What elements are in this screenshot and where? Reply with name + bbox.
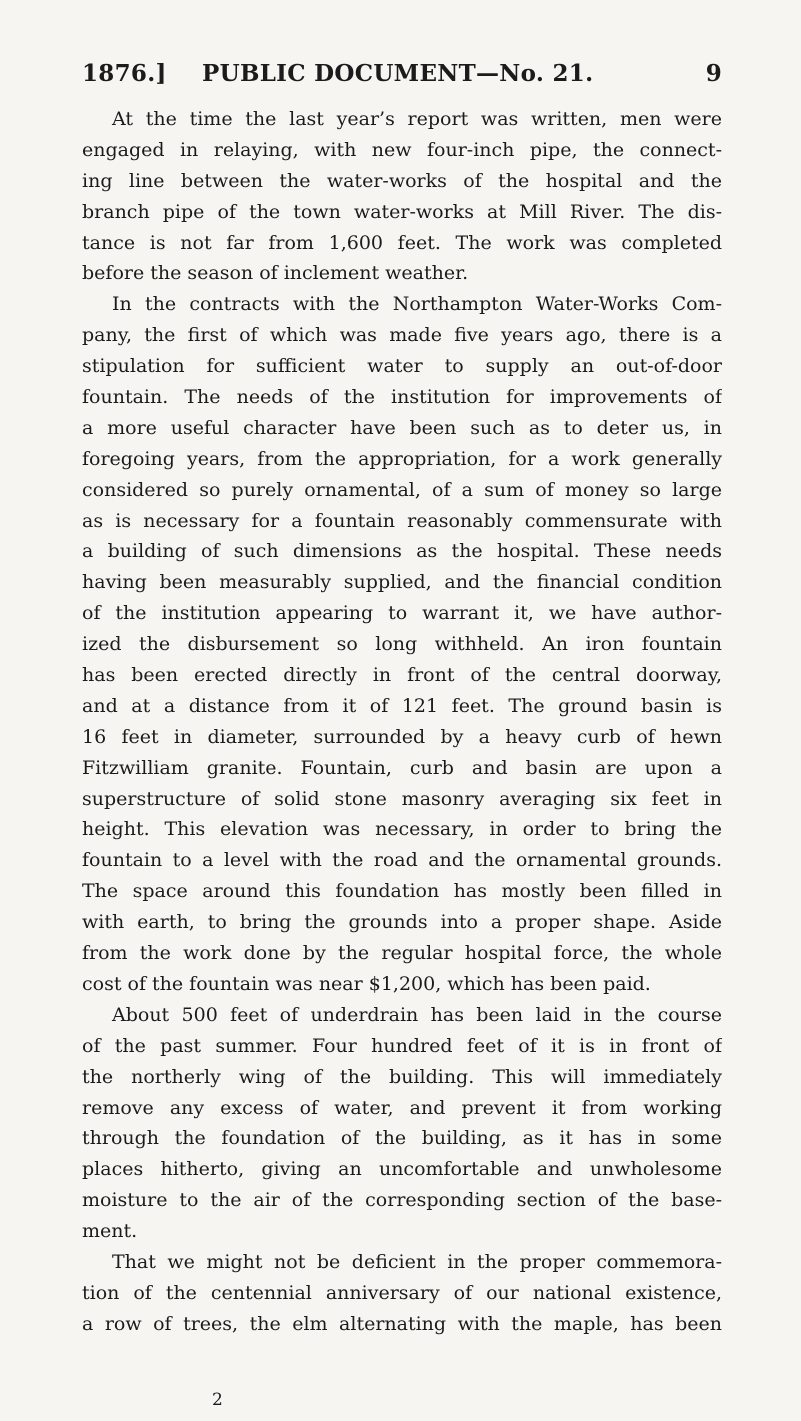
body-text	[82, 104, 722, 1340]
text-line: a row of trees, the elm alternating with the maple, has been	[82, 1312, 722, 1335]
text-line: places hitherto, giving an uncomfortable and unwholesome	[82, 1158, 722, 1181]
text-line: The space around this foundation has mostly been filled in	[82, 880, 722, 903]
text-line: of the past summer. Four hundred feet of it is in front of	[82, 1034, 722, 1057]
text-line: superstructure of solid stone masonry averaging six feet in	[82, 787, 722, 810]
text-line: branch pipe of the town water-works at Mill River. The dis-	[82, 200, 722, 223]
header-page-number: 9	[705, 60, 722, 87]
text-line: of the institution appearing to warrant it, we have author-	[82, 602, 722, 625]
text-line: as is necessary for a fountain reasonably commensurate with	[82, 509, 722, 532]
text-line: engaged in relaying, with new four-inch pipe, the connect-	[82, 138, 722, 161]
text-line: through the foundation of the building, as it has in some	[82, 1127, 722, 1150]
text-line: That we might not be deficient in the proper commemora-	[112, 1250, 722, 1273]
text-line: pany, the first of which was made five years ago, there is a	[82, 324, 722, 347]
text-line: At the time the last year’s report was written, men were	[112, 108, 722, 130]
text-line: ized the disbursement so long withheld. An iron fountain	[82, 633, 722, 656]
text-line: cost of the fountain was near $1,200, which has been paid.	[82, 972, 651, 995]
text-line: fountain to a level with the road and the ornamental grounds.	[82, 849, 722, 872]
running-header	[82, 60, 722, 94]
text-line: moisture to the air of the corresponding section of the base-	[82, 1189, 722, 1212]
text-line: About 500 feet of underdrain has been laid in the course	[112, 1003, 722, 1026]
text-line: with earth, to bring the grounds into a proper shape. Aside	[82, 911, 722, 934]
signature-mark: 2	[212, 1390, 223, 1410]
text-line: considered so purely ornamental, of a sum of money so large	[82, 478, 722, 501]
header-title: PUBLIC DOCUMENT—No. 21.	[202, 60, 594, 87]
text-line: having been measurably supplied, and the financial condition	[82, 571, 722, 594]
text-line: a building of such dimensions as the hospital. These needs	[82, 540, 722, 563]
text-line: remove any excess of water, and prevent it from working	[82, 1096, 722, 1119]
text-line: a more useful character have been such as to deter us, in	[82, 416, 722, 439]
text-line: and at a distance from it of 121 feet. The ground basin is	[82, 694, 722, 717]
text-line: the northerly wing of the building. This will immediately	[82, 1065, 722, 1088]
text-line: 16 feet in diameter, surrounded by a heavy curb of hewn	[82, 725, 722, 748]
text-line: stipulation for sufficient water to supply an out-of-door	[82, 355, 722, 378]
text-line: has been erected directly in front of the central doorway,	[82, 664, 722, 687]
text-line: In the contracts with the Northampton Water-Works Com-	[112, 293, 722, 316]
text-line: ment.	[82, 1220, 138, 1243]
text-line: from the work done by the regular hospital force, the whole	[82, 942, 722, 965]
text-line: ing line between the water-works of the hospital and the	[82, 169, 722, 192]
text-line: height. This elevation was necessary, in order to bring the	[82, 818, 722, 841]
text-line: before the season of inclement weather.	[82, 262, 469, 285]
text-line: Fitzwilliam granite. Fountain, curb and basin are upon a	[82, 756, 722, 779]
text-line: fountain. The needs of the institution for improvements of	[82, 386, 722, 409]
text-line: tion of the centennial anniversary of our national existence,	[82, 1281, 722, 1304]
text-line: tance is not far from 1,600 feet. The work was completed	[82, 231, 722, 254]
text-line: foregoing years, from the appropriation, for a work generally	[82, 447, 722, 470]
header-year: 1876.]	[82, 60, 167, 87]
